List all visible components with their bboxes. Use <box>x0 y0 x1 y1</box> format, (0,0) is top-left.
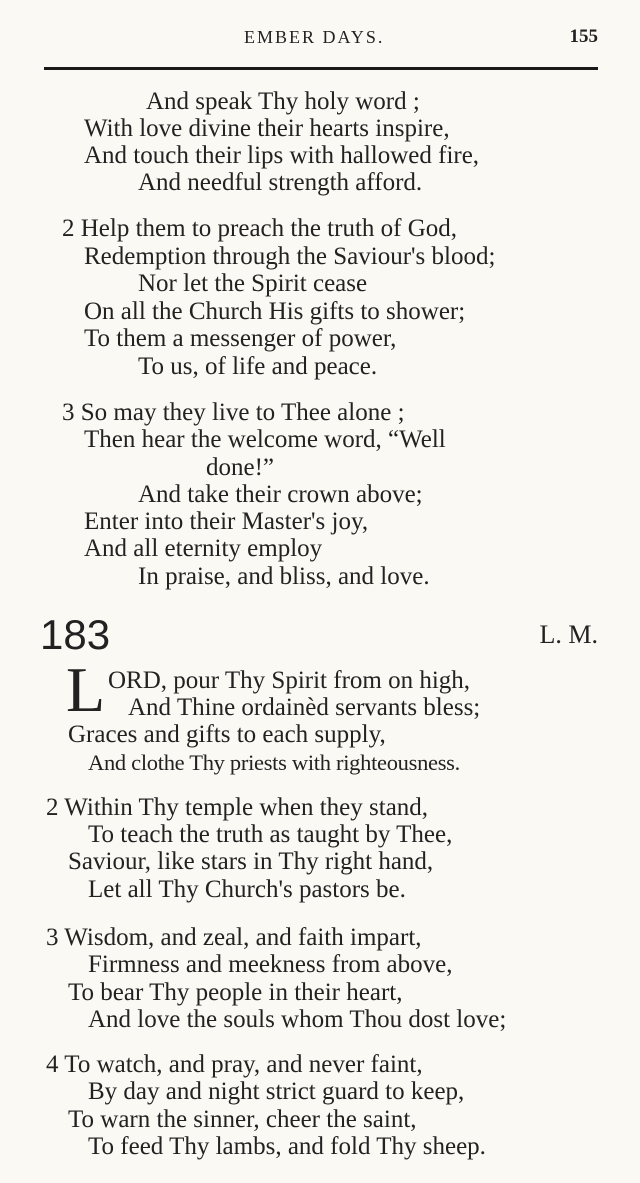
verse-line: And speak Thy holy word ; <box>146 88 420 115</box>
drop-cap: L <box>66 654 106 725</box>
verse-line: And needful strength afford. <box>138 169 423 196</box>
verse-line: 2 Within Thy temple when they stand, <box>46 794 429 821</box>
verse-line: To teach the truth as taught by Thee, <box>88 821 453 848</box>
verse-line: To them a messenger of power, <box>84 325 397 352</box>
verse-line: done!” <box>206 454 275 481</box>
verse-line: 3 So may they live to Thee alone ; <box>62 399 405 426</box>
verse-line: And clothe Thy priests with righteousness. <box>88 750 460 775</box>
verse-line: To feed Thy lambs, and fold Thy sheep. <box>88 1133 486 1160</box>
verse-line: To us, of life and peace. <box>138 353 378 380</box>
hymn-meter: L. M. <box>539 620 598 649</box>
verse-line: Graces and gifts to each supply, <box>68 721 386 748</box>
page-number: 155 <box>569 26 598 47</box>
page-header <box>44 24 598 54</box>
verse-line: And love the souls whom Thou dost love; <box>88 1006 507 1033</box>
verse-line: Redemption through the Saviour's blood; <box>84 243 496 270</box>
verse-line: Nor let the Spirit cease <box>138 270 368 297</box>
verse-line: To warn the sinner, cheer the saint, <box>68 1106 417 1133</box>
verse-line: With love divine their hearts inspire, <box>84 115 450 142</box>
verse-line: Then hear the welcome word, “Well <box>84 426 446 453</box>
verse-line: To bear Thy people in their heart, <box>68 979 403 1006</box>
running-title: EMBER DAYS. <box>244 27 385 47</box>
verse-line: And Thine ordainèd servants bless; <box>128 694 481 721</box>
verse-line: Let all Thy Church's pastors be. <box>88 876 406 903</box>
header-rule <box>44 67 598 70</box>
verse-line: And all eternity employ <box>84 535 323 562</box>
hymn-number: 183 <box>40 611 111 658</box>
verse-line: By day and night strict guard to keep, <box>88 1078 465 1105</box>
verse-line: Enter into their Master's joy, <box>84 508 369 535</box>
verse-line: On all the Church His gifts to shower; <box>84 298 466 325</box>
verse-line: Firmness and meekness from above, <box>88 951 453 978</box>
verse-line: 3 Wisdom, and zeal, and faith impart, <box>46 924 422 951</box>
verse-line: 4 To watch, and pray, and never faint, <box>46 1051 423 1078</box>
verse-line: Saviour, like stars in Thy right hand, <box>68 848 434 875</box>
verse-line: And touch their lips with hallowed fire, <box>84 142 480 169</box>
verse-line: ORD, pour Thy Spirit from on high, <box>108 667 471 694</box>
verse-line: And take their crown above; <box>138 481 423 508</box>
verse-line: In praise, and bliss, and love. <box>138 563 430 590</box>
verse-line: 2 Help them to preach the truth of God, <box>62 215 458 242</box>
